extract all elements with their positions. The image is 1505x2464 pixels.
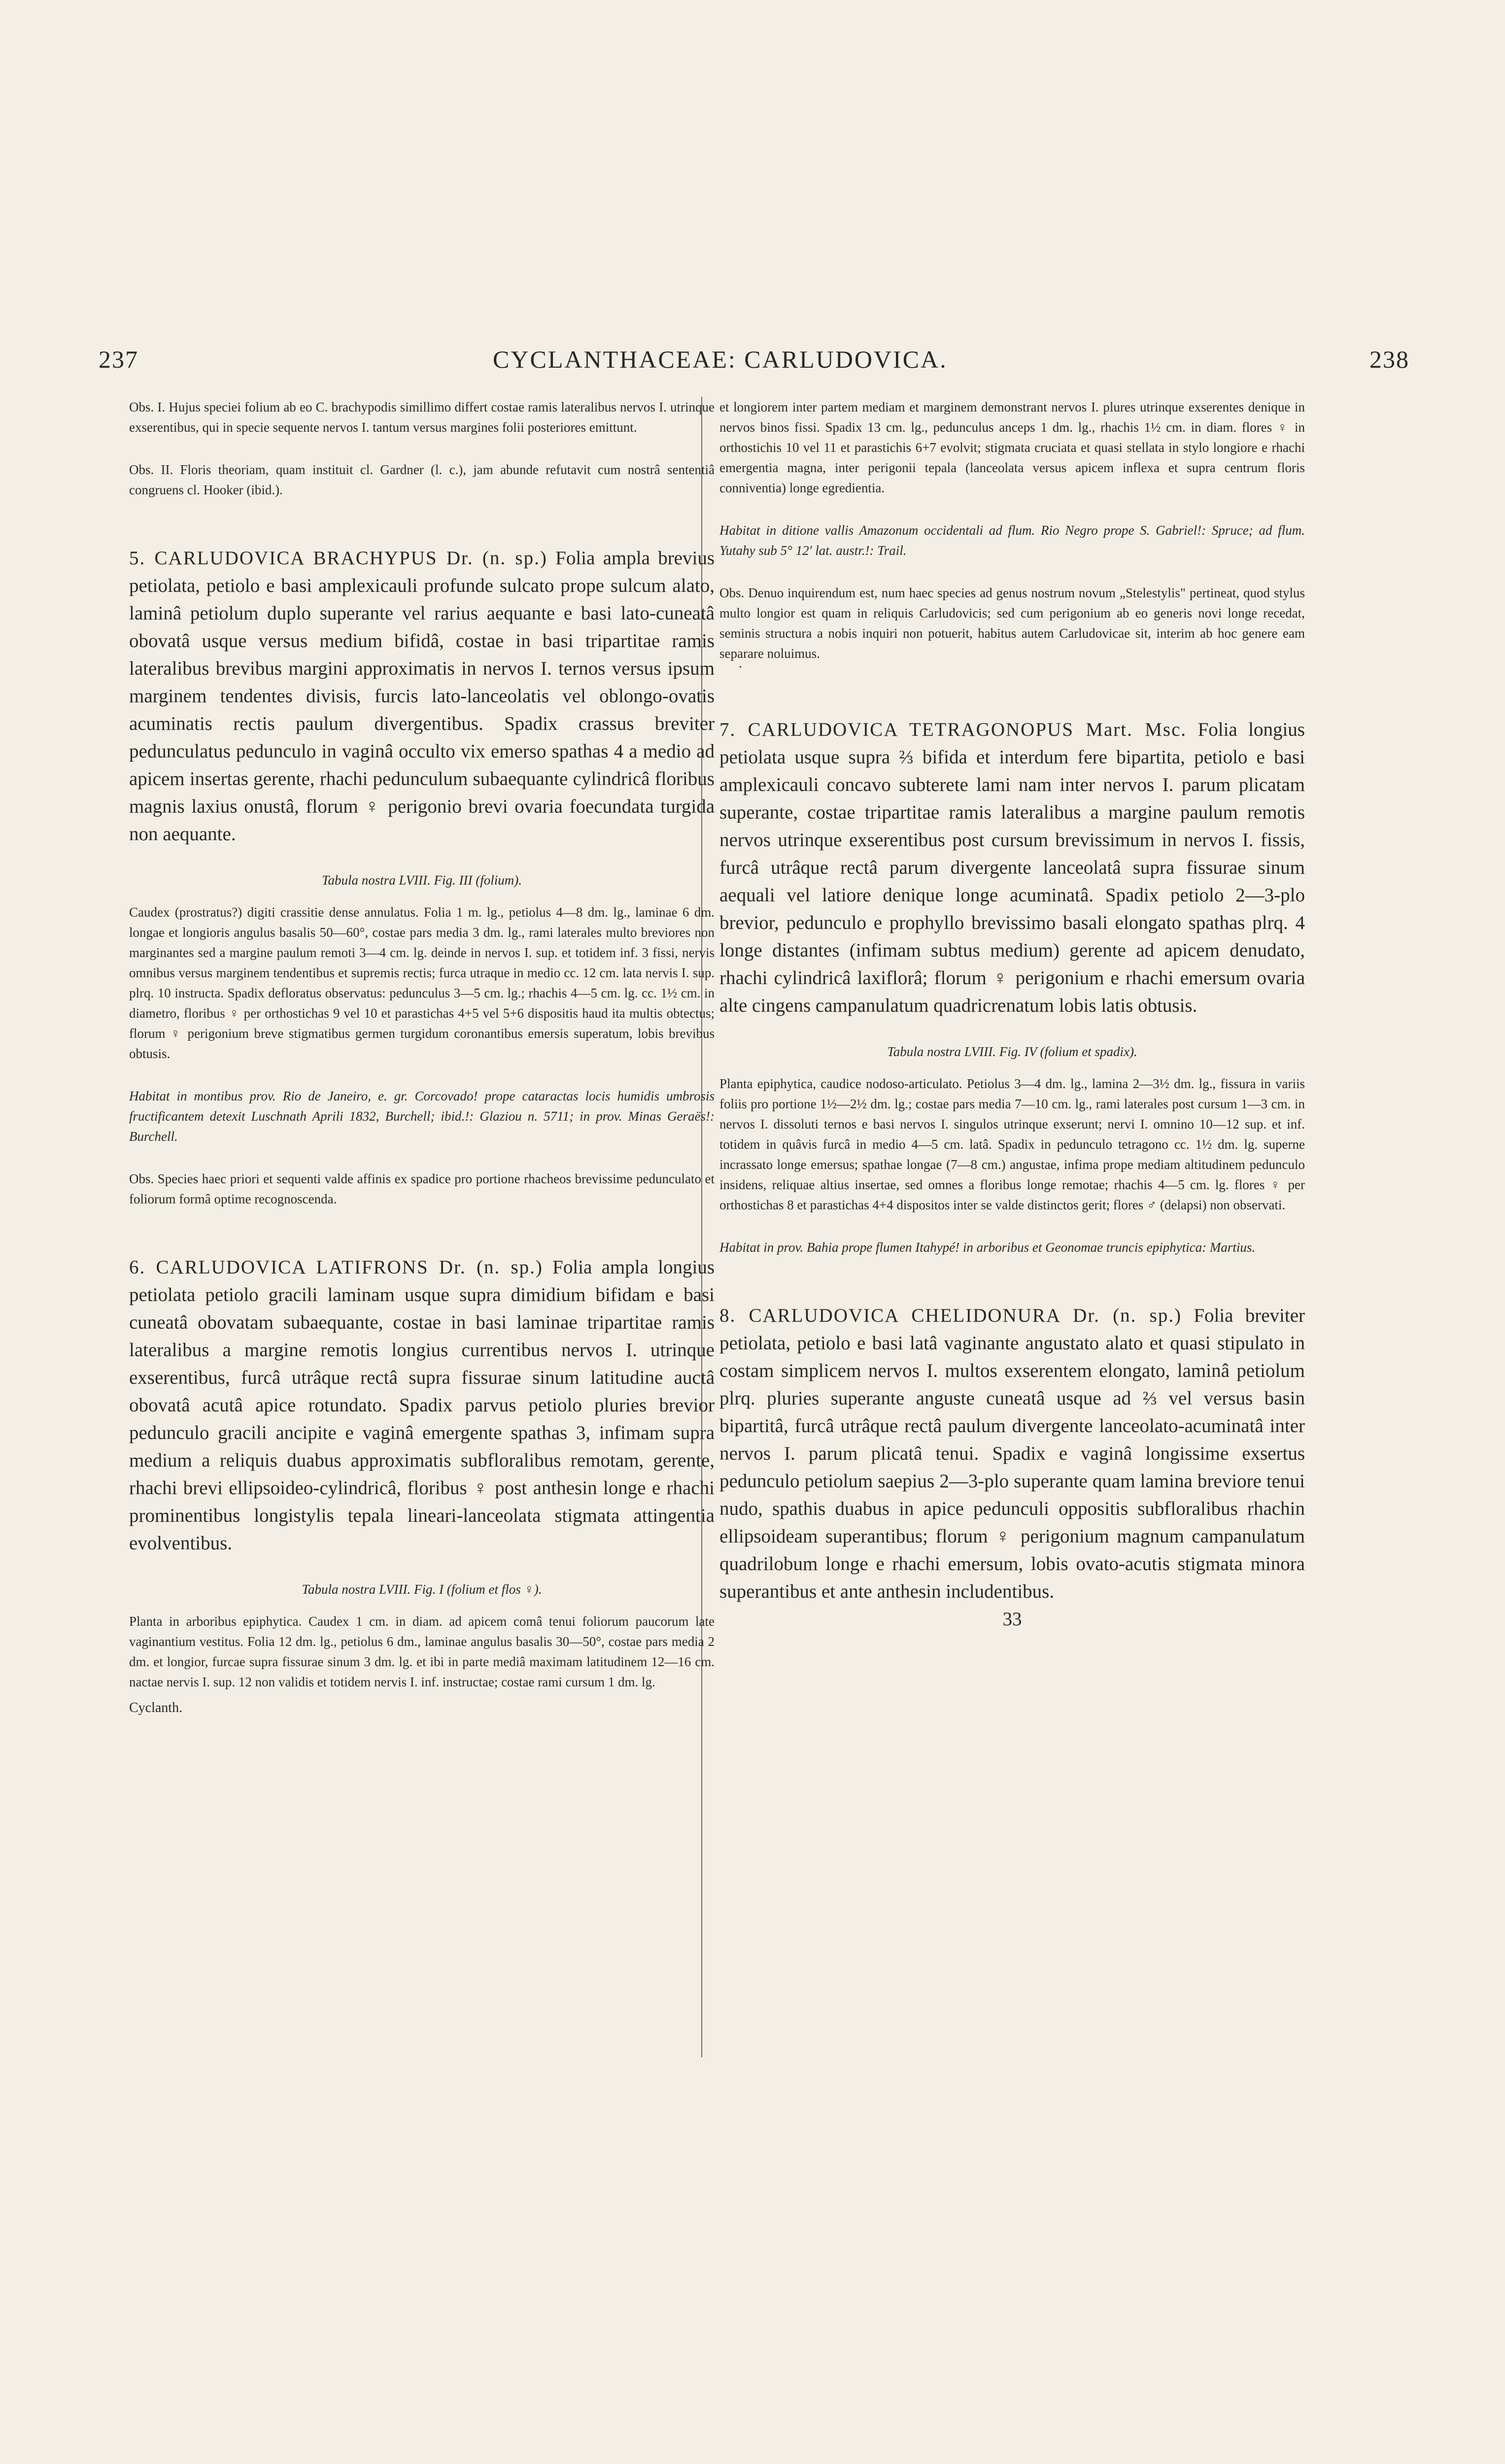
species-7-habitat: Habitat in prov. Bahia prope flumen Itahypé! in arboribus et Geonomae truncis epiphytica: Martius. bbox=[719, 1240, 1256, 1255]
species-5-habitat: Habitat in montibus prov. Rio de Janeiro, e. gr. Corcovado! prope cataractas locis humidis umbrosis fructificantem detexit Luschnath Aprili 1832, Burchell; ibid.!: Glaziou n. 5711; in prov. Minas Geraës!: Burchell. bbox=[129, 1089, 715, 1144]
species-7-entry bbox=[719, 716, 1305, 1020]
species-5-plate-ref: Tabula nostra LVIII. Fig. III (folium). bbox=[322, 873, 522, 888]
page-number-left: 237 bbox=[99, 345, 138, 373]
species-5-diagnosis: Folia ampla brevius petiolata, petiolo e basi amplexicauli profunde sulcato prope sulcum alato, laminâ petiolum duplo superante vel rarius aequante e basi lato-cuneatâ obovatâ usque versus medium bifidâ, costae in basi tripartitae ramis lateralibus brevibus margini approximatis in nervos I. ternos versus ipsum marginem tendentes divisis, furcis lato-lanceolatis vel oblongo-ovatis acuminatis rectis paulum divergentibus. Spadix crassus breviter pedunculatus pedunculo in vaginâ occulto vix emerso spathas 4 a medio ad apicem insertas gerente, rhachi pedunculum subaequante cylindricâ floribus magnis laxius onustâ, florum ♀ perigonio brevi ovaria foecundata turgida non aequante. bbox=[129, 548, 715, 845]
species-8-title: 8. CARLUDOVICA CHELIDONURA Dr. (n. sp.) bbox=[719, 1305, 1182, 1326]
species-6-description: Planta in arboribus epiphytica. Caudex 1 cm. in diam. ad apicem comâ tenui foliorum paucorum late vaginantium vestitus. Folia 12 dm. lg., petiolus 6 dm., laminae angulus basalis 30—50°, costae pars media 2 dm. et longior, furcae supra fissurae sinum 3 dm. lg. et ibi in parte mediâ maximam latitudinem 12—16 cm. nactae nervis I. sup. 12 non validis et totidem nervis I. inf. instructae; costae rami cursum 1 dm. lg. bbox=[129, 1614, 715, 1689]
species-5-entry bbox=[129, 545, 715, 848]
species-6-plate-ref: Tabula nostra LVIII. Fig. I (folium et flos ♀). bbox=[302, 1582, 542, 1597]
species-8-diagnosis: Folia breviter petiolata, petiolo e basi latâ vaginante angustato alato et quasi stipulato in costam simplicem nervos I. multos exserentem elongato, laminâ petiolum plrq. pluries superante anguste cuneatâ usque ad ⅔ vel versus basin bipartitâ, furcâ utrâque rectâ paulum divergente lanceolato-acuminatâ inter nervos I. parum plicatâ tenui. Spadix e vaginâ longissime exsertus pedunculo petiolum saepius 2—3-plo superante quam lamina breviore tenui nudo, spathis duabus in apice pedunculi oppositis subfloralibus rhachin ellipsoideam superantibus; florum ♀ perigonium magnum campanulatum quadrilobum longe e rhachi emersum, lobis ovato-acutis stigmata minora superantibus et ante anthesin includentibus. bbox=[719, 1305, 1305, 1602]
footer-signature-text: Cyclanth. bbox=[129, 1700, 183, 1715]
obs-i: Obs. I. Hujus speciei folium ab eo C. brachypodis simillimo differt costae ramis lateralibus nervos I. utrinque exserentibus, qui in specie sequente nervos I. tantum versus margines folii posteriores emittunt. bbox=[129, 400, 715, 435]
species-7-plate-ref: Tabula nostra LVIII. Fig. IV (folium et spadix). bbox=[887, 1044, 1137, 1059]
species-7-diagnosis: Folia longius petiolata usque supra ⅔ bifida et interdum fere bipartita, petiolo e basi amplexicauli concavo subterete lami nam inter nervos I. parum plicatam superante, costae tripartitae ramis lateralibus a margine paulum remotis nervos utrinque exserentibus post cursum brevissimum in nervos I. fissis, furcâ utrâque rectâ parum divergente lanceolatâ supra fissurae sinum aequali vel latiore denique longe acuminatâ. Spadix petiolo 2—3-plo brevior, pedunculo e prophyllo brevissimo basali elongato spathas plrq. 4 longe distantes (infimam subtus medium) gerente ad apicem denudato, rhachi cylindricâ laxiflorâ; florum ♀ perigonium e rhachi emersum ovaria alte cingens campanulatum quadricrenatum lobis latis obtusis. bbox=[719, 719, 1305, 1016]
dot-mark: • bbox=[739, 664, 742, 671]
species-5-observation: Obs. Species haec priori et sequenti valde affinis ex spadice pro portione rhacheos brevissime pedunculato et foliorum formâ optime recognoscenda. bbox=[129, 1171, 715, 1206]
species-5-description: Caudex (prostratus?) digiti crassitie dense annulatus. Folia 1 m. lg., petiolus 4—8 dm. lg., laminae 6 dm. longae et longioris angulus basalis 50—60°, costae pars media 3 dm. lg., rami laterales multo breviores non marginantes sed a margine paulum remoti 3—4 cm. lg. deinde in nervos I. sup. et totidem inf. 3 fissi, nervis omnibus versus marginem tendentibus et supremis rectis; furca utraque in medio cc. 12 cm. lata nervis I. sup. plrq. 10 instructa. Spadix defloratus observatus: pedunculus 3—5 cm. lg.; rhachis 4—5 cm. lg. cc. 1½ cm. in diametro, floribus ♀ per orthostichas 9 vel 10 et parastichas 4+5 vel 5+6 dispositis haud ita multis obtectus; florum ♀ perigonium breve stigmatibus germen turgidum coronantibus emersis superatum, lobis brevibus obtusis. bbox=[129, 905, 715, 1061]
right-column bbox=[719, 397, 1305, 1633]
page-number-right: 238 bbox=[1369, 345, 1409, 373]
page-header bbox=[99, 345, 1409, 384]
species-6-title: 6. CARLUDOVICA LATIFRONS Dr. (n. sp.) bbox=[129, 1257, 543, 1278]
species-6-habitat: Habitat in ditione vallis Amazonum occidentali ad flum. Rio Negro prope S. Gabriel!: Spruce; ad flum. Yutahy sub 5° 12′ lat. austr.!: Trail. bbox=[719, 523, 1305, 558]
species-7-title: 7. CARLUDOVICA TETRAGONOPUS Mart. Msc. bbox=[719, 719, 1187, 740]
left-column bbox=[129, 397, 715, 1716]
obs-ii: Obs. II. Floris theoriam, quam instituit cl. Gardner (l. c.), jam abunde refutavit cum nostrâ sententiâ congruens cl. Hooker (ibid.). bbox=[129, 462, 715, 497]
species-7-description: Planta epiphytica, caudice nodoso-articulato. Petiolus 3—4 dm. lg., lamina 2—3½ dm. lg., fissura in variis foliis pro portione 1½—2½ dm. lg.; costae pars media 7—10 cm. lg., rami laterales post cursum 1—3 cm. in nervos I. dissoluti ternos e basi nervos I. singulos utrinque exserunt; nervi I. omnino 10—12 sup. et inf. totidem in quâvis furcâ in medio 4—5 cm. latâ. Spadix in pedunculo tetragono cc. 1½ dm. lg. superne incrassato longe emersus; spathae longae (7—8 cm.) angustae, infima prope mediam altitudinem pedunculo insidens, reliquae altius insertae, sed omnes a floribus longe remotae; rhachis 4—5 cm. lg. flores ♀ per orthostichas 8 et parastichas 4+4 dispositos inter se valde distinctos gerit; flores ♂ (delapsi) non observati. bbox=[719, 1076, 1305, 1212]
species-6-observation: Obs. Denuo inquirendum est, num haec species ad genus nostrum novum „Stelestylis" pertineat, quod stylus multo longior est quam in reliquis Carludovicis; sed cum perigonium ab eo generis novi longe recedat, seminis structura a nobis inquiri non potuerit, habitus autem Carludovicae sit, interim ab hoc genere eam separare noluimus. bbox=[719, 585, 1305, 661]
species-8-entry bbox=[719, 1302, 1305, 1606]
signature-number: 33 bbox=[1002, 1608, 1022, 1630]
species-6-description-continued: et longiorem inter partem mediam et marginem demonstrant nervos I. plures utrinque exserentes denique in nervos binos fissi. Spadix 13 cm. lg., pedunculus anceps 1 dm. lg., rhachis 1½ cm. in diam. flores ♀ in orthostichis 10 vel 11 et parastichis 6+7 evolvit; stigmata cruciata et quasi stellata in stylo longiore e rhachi emergentia magna, inter perigonii tepala (lanceolata versus apicem inflexa et supra centrum floris conniventia) longe egredientia. bbox=[719, 400, 1305, 495]
species-6-entry bbox=[129, 1254, 715, 1557]
species-6-diagnosis: Folia ampla longius petiolata petiolo gracili laminam usque supra dimidium bifidam e basi cuneatâ obovatam subaequante, costae in basi laminae tripartitae ramis lateralibus a margine remotis longius currentibus nervos I. utrinque exserentibus, furcâ utrâque rectâ supra fissurae sinum latitudine auctâ obovatâ acutâ apice rotundato. Spadix parvus petiolo pluries brevior pedunculo gracili ancipite e vaginâ emergente spathas 3, infimam supra medium a reliquis duabus approximatis subfloralibus remotam, gerente, rhachi brevi ellipsoideo-cylindricâ, floribus ♀ post anthesin longe e rhachi prominentibus longistylis tepala lineari-lanceolata stigmata attingentia evolventibus. bbox=[129, 1257, 715, 1554]
species-5-title: 5. CARLUDOVICA BRACHYPUS Dr. (n. sp.) bbox=[129, 548, 547, 569]
running-title: CYCLANTHACEAE: CARLUDOVICA. bbox=[493, 345, 948, 373]
